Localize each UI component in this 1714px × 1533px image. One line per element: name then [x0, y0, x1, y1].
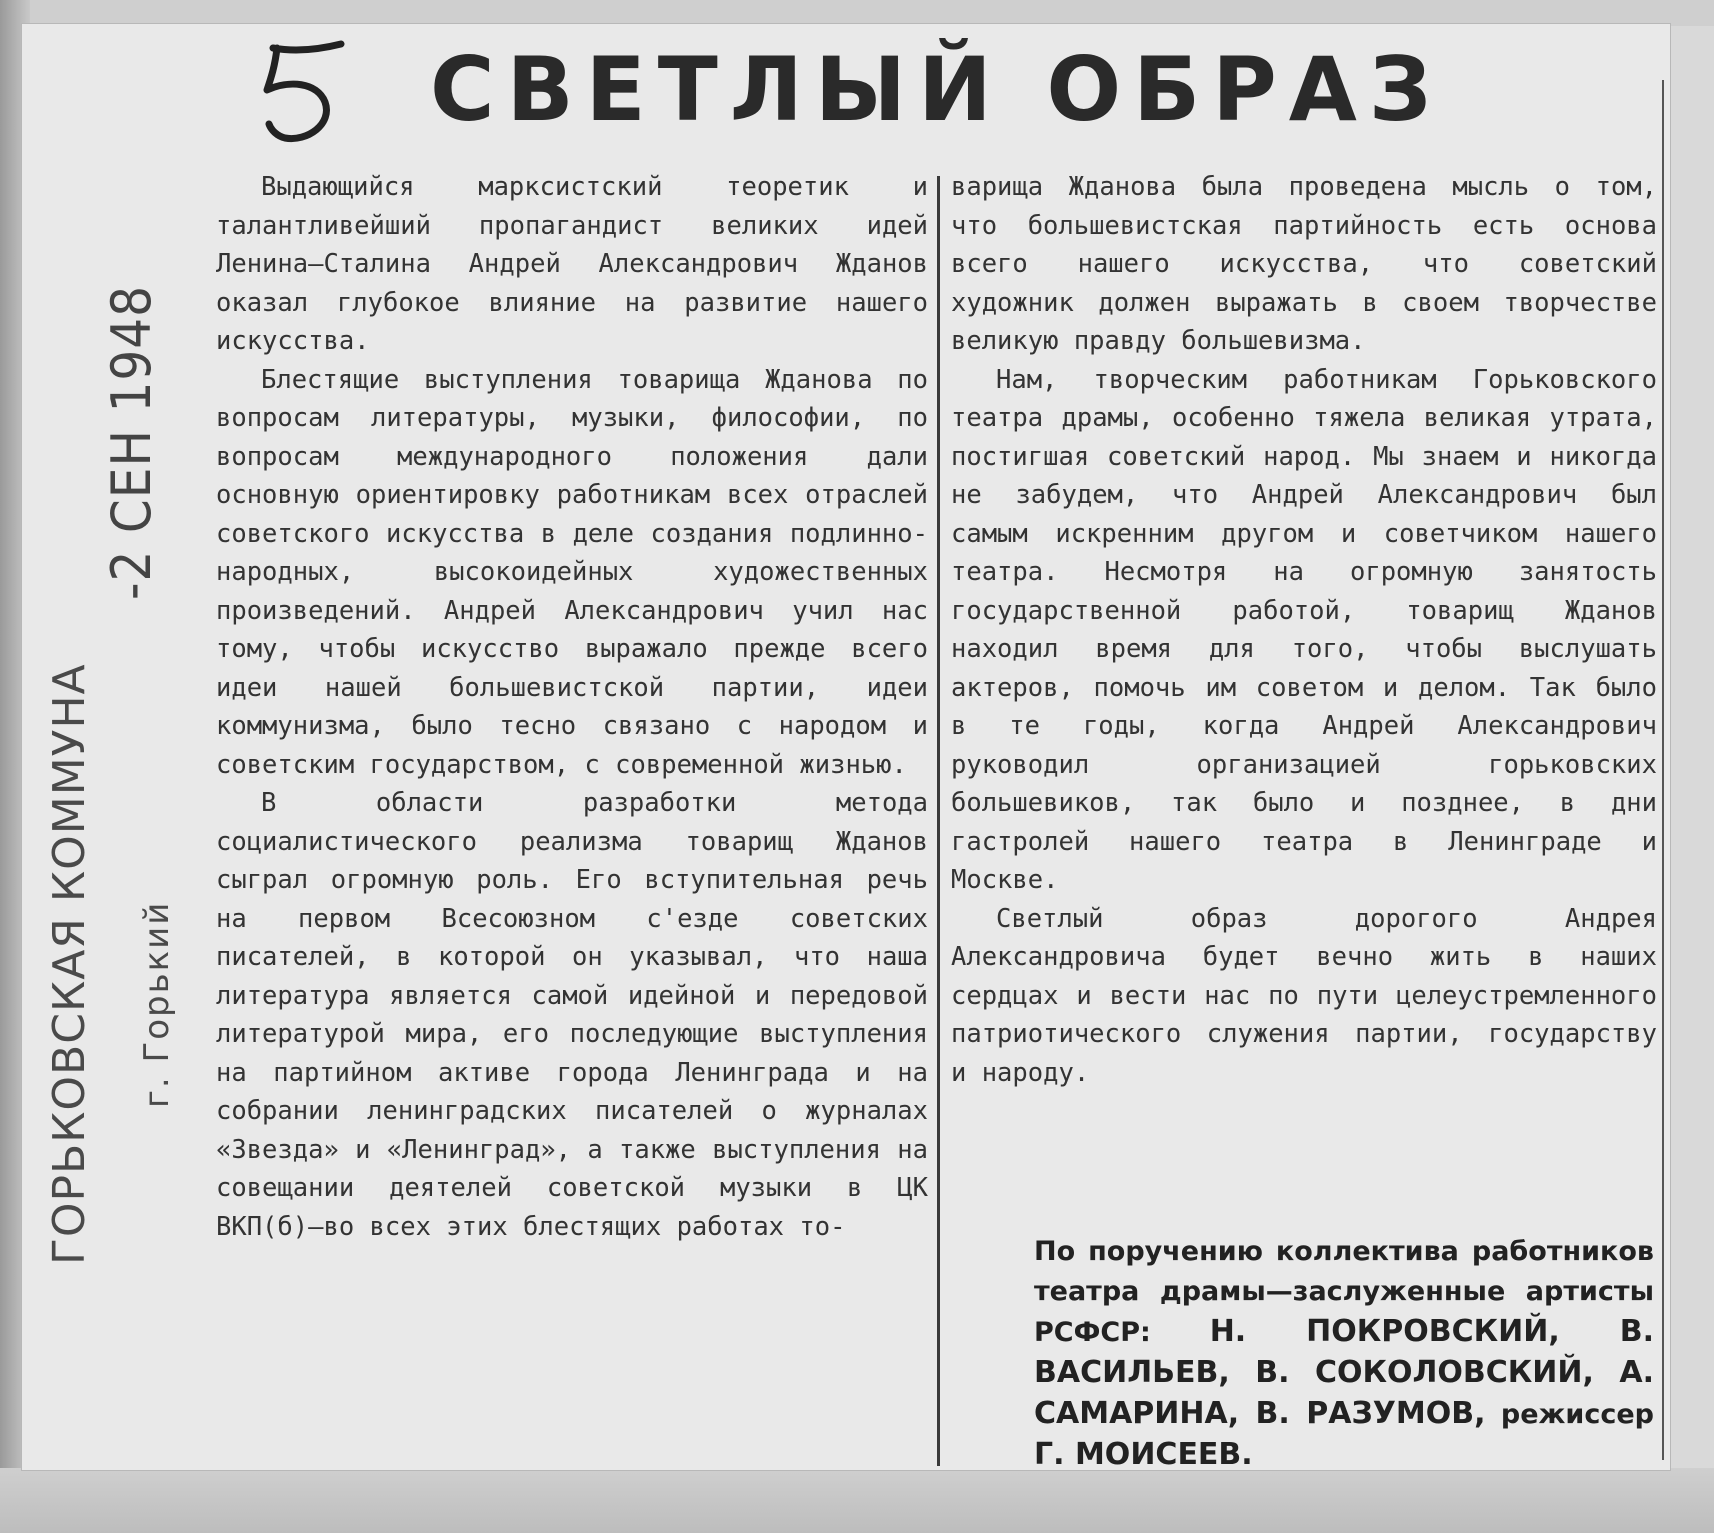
article-headline: СВЕТЛЫЙ ОБРАЗ	[430, 38, 1444, 141]
article-column-left	[216, 168, 928, 1246]
article-signature	[1034, 1232, 1654, 1476]
paragraph: варища Жданова была проведена мысль о том, что большевистская партийность есть основа всего нашего искусства, что советский художник должен выражать в своем творчестве великую правду большевизма.	[951, 172, 1657, 356]
signature-role: режиссер	[1500, 1399, 1654, 1430]
scan-background-top	[0, 0, 1714, 26]
scan-background-bottom	[0, 1468, 1714, 1533]
paragraph: Светлый образ дорогого Андрея Александровича будет вечно жить в наших сердцах и вести нас по пути целеустремленного патриотического служения партии, государству и народу.	[951, 903, 1657, 1088]
paragraph: Блестящие выступления товарища Жданова по вопросам литературы, музыки, философии, по вопросам международного положения дали основную ориентировку работникам всех отраслей советского искусства в деле создания подлинно-народных, высокоидейных художественных произведений. Андрей Александрович учил нас тому, чтобы искусство выражало прежде всего идеи нашей большевистской партии, идеи коммунизма, было тесно связано с народом и советским государством, с современной жизнью.	[216, 364, 928, 780]
article-column-right	[951, 168, 1657, 1092]
newspaper-name-stamp: ГОРЬКОВСКАЯ КОММУНА	[44, 663, 95, 1265]
city-stamp: г. Горький	[137, 900, 177, 1108]
handwritten-page-number	[255, 38, 350, 153]
paragraph: В области разработки метода социалистического реализма товарищ Жданов сыграл огромную роль. Его вступительная речь на первом Всесоюзном с'езде советских писателей, в которой он указывал, что наша литература является самой идейной и передовой литературой мира, его последующие выступления на партийном активе города Ленинграда и на собрании ленинградских писателей о журналах «Звезда» и «Ленинград», а также выступления на совещании деятелей советской музыки в ЦК ВКП(б)—во всех этих блестящих работах то-	[216, 788, 928, 1242]
signature-intro: По поручению коллектива работников театра драмы—заслуженные артисты РСФСР:	[1034, 1236, 1654, 1348]
archive-date-stamp: -2 СЕН 1948	[100, 284, 163, 600]
signature-names: Н. ПОКРОВСКИЙ, В. ВАСИЛЬЕВ, В. СОКОЛОВСКИЙ, А. САМАРИНА, В. РАЗУМОВ,	[1034, 1314, 1654, 1431]
paragraph: Нам, творческим работникам Горьковского театра драмы, особенно тяжела великая утрата, постигшая советский народ. Мы знаем и никогда не забудем, что Андрей Александрович был самым искренним другом и советчиком нашего театра. Несмотря на огромную занятость государственной работой, товарищ Жданов находил время для того, чтобы выслушать актеров, помочь им советом и делом. Так было в те годы, когда Андрей Александрович руководил организацией горьковских большевиков, так было и позднее, в дни гастролей нашего театра в Ленинграде и Москве.	[951, 364, 1657, 895]
clipping-right-edge-rule	[1662, 80, 1664, 1460]
column-divider	[937, 176, 940, 1466]
signature-director: Г. МОИСЕЕВ.	[1034, 1437, 1253, 1472]
paragraph: Выдающийся марксистский теоретик и талантливейший пропагандист великих идей Ленина—Сталина Андрей Александрович Жданов оказал глубокое влияние на развитие нашего искусства.	[216, 172, 928, 356]
